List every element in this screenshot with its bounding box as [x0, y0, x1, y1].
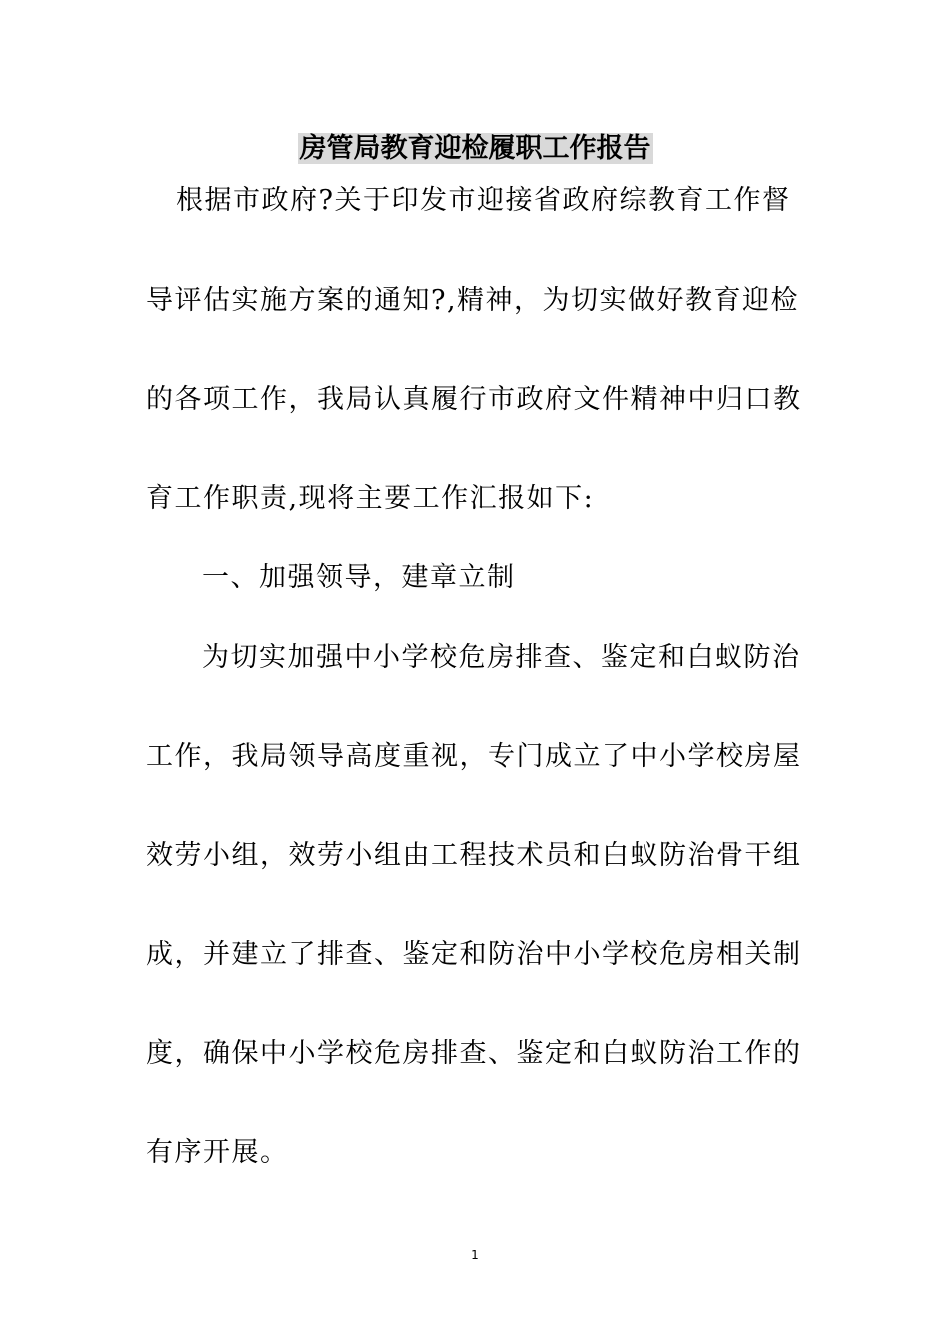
- body-line-4: 育工作职责,现将主要工作汇报如下:: [146, 483, 595, 514]
- body-line-10: 度，确保中小学校危房排查、鉴定和白蚁防治工作的: [146, 1038, 802, 1069]
- body-line-11: 有序开展。: [146, 1137, 289, 1168]
- document-title-text: 房管局教育迎检履职工作报告: [299, 133, 651, 164]
- document-title: [0, 129, 950, 169]
- body-line-2: 导评估实施方案的通知?,精神，为切实做好教育迎检: [146, 285, 800, 316]
- body-line-6: 为切实加强中小学校危房排查、鉴定和白蚁防治: [202, 642, 801, 673]
- page-number: 1: [471, 1248, 479, 1262]
- body-line-8: 效劳小组，效劳小组由工程技术员和白蚁防治骨干组: [146, 840, 802, 871]
- body-line-9: 成，并建立了排查、鉴定和防治中小学校危房相关制: [146, 939, 802, 970]
- body-line-1: 根据市政府?关于印发市迎接省政府综教育工作督: [176, 185, 791, 216]
- body-line-7: 工作，我局领导高度重视，专门成立了中小学校房屋: [146, 741, 802, 772]
- body-line-3: 的各项工作，我局认真履行市政府文件精神中归口教: [146, 384, 802, 415]
- section-heading-1: 一、加强领导，建章立制: [202, 562, 516, 593]
